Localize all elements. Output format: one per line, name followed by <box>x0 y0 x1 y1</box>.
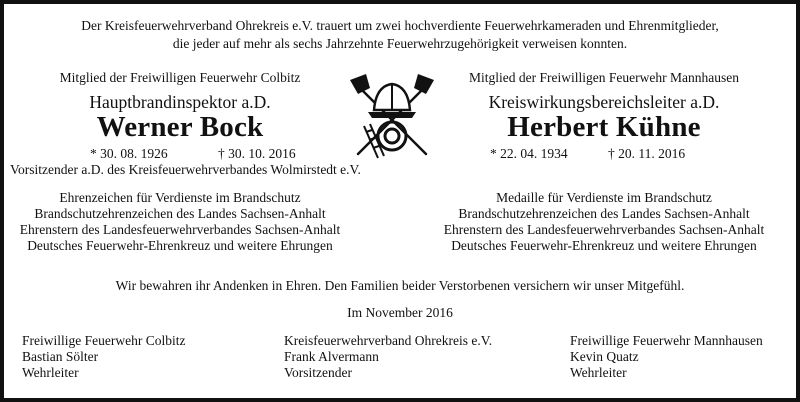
right-birth: * 22. 04. 1934 <box>490 146 568 161</box>
right-honors <box>434 190 774 254</box>
right-member: Mitglied der Freiwilligen Feuerwehr Mannhausen <box>469 70 739 85</box>
right-honor-4: Deutsches Feuerwehr-Ehrenkreuz und weitere Ehrungen <box>451 238 757 253</box>
signature-colbitz <box>22 333 185 381</box>
left-honors <box>10 190 350 254</box>
signature-org: Kreisfeuerwehrverband Ohrekreis e.V. <box>284 333 493 348</box>
signature-org: Freiwillige Feuerwehr Mannhausen <box>570 333 763 348</box>
left-name: Werner Bock <box>96 111 264 143</box>
signature-ohrekreis <box>284 333 492 381</box>
intro-line-1: Der Kreisfeuerwehrverband Ohrekreis e.V. trauert um zwei hochverdiente Feuerwehrkameraden und Ehrenmitglieder, <box>81 18 719 33</box>
right-death: † 20. 11. 2016 <box>608 146 686 161</box>
signature-person: Kevin Quatz <box>570 349 639 364</box>
right-honor-2: Brandschutzehrenzeichen des Landes Sachsen-Anhalt <box>458 206 750 221</box>
signature-org: Freiwillige Feuerwehr Colbitz <box>22 333 186 348</box>
left-birth: * 30. 08. 1926 <box>90 146 168 161</box>
right-person-block <box>434 70 774 142</box>
signature-person: Bastian Sölter <box>22 349 99 364</box>
notice-date: Im November 2016 <box>347 305 453 320</box>
signature-role: Wehrleiter <box>570 365 627 380</box>
right-honor-3: Ehrenstern des Landesfeuerwehrverbandes Sachsen-Anhalt <box>443 222 765 237</box>
left-note: Vorsitzender a.D. des Kreisfeuerwehrverbandes Wolmirstedt e.V. <box>10 162 361 177</box>
signature-person: Frank Alvermann <box>284 349 379 364</box>
signature-role: Vorsitzender <box>284 365 352 380</box>
left-member: Mitglied der Freiwilligen Feuerwehr Colbitz <box>59 70 301 85</box>
right-honor-1: Medaille für Verdienste im Brandschutz <box>496 190 712 205</box>
left-honor-3: Ehrenstern des Landesfeuerwehrverbandes Sachsen-Anhalt <box>19 222 341 237</box>
left-person-block <box>10 70 350 142</box>
left-rank: Hauptbrandinspektor a.D. <box>89 92 271 112</box>
signature-role: Wehrleiter <box>22 365 79 380</box>
left-honor-4: Deutsches Feuerwehr-Ehrenkreuz und weitere Ehrungen <box>27 238 333 253</box>
closing-text: Wir bewahren ihr Andenken in Ehren. Den Familien beider Verstorbenen versichern wir unser Mitgefühl. <box>115 278 685 293</box>
left-honor-1: Ehrenzeichen für Verdienste im Brandschutz <box>59 190 301 205</box>
left-death: † 30. 10. 2016 <box>218 146 296 161</box>
right-name: Herbert Kühne <box>507 111 701 143</box>
right-rank: Kreiswirkungsbereichsleiter a.D. <box>488 92 720 112</box>
firefighter-emblem-icon <box>344 70 440 162</box>
left-honor-2: Brandschutzehrenzeichen des Landes Sachsen-Anhalt <box>34 206 326 221</box>
intro-line-2: die jeder auf mehr als sechs Jahrzehnte Feuerwehrzugehörigkeit verweisen konnten. <box>172 36 628 51</box>
signature-mannhausen <box>570 333 763 381</box>
